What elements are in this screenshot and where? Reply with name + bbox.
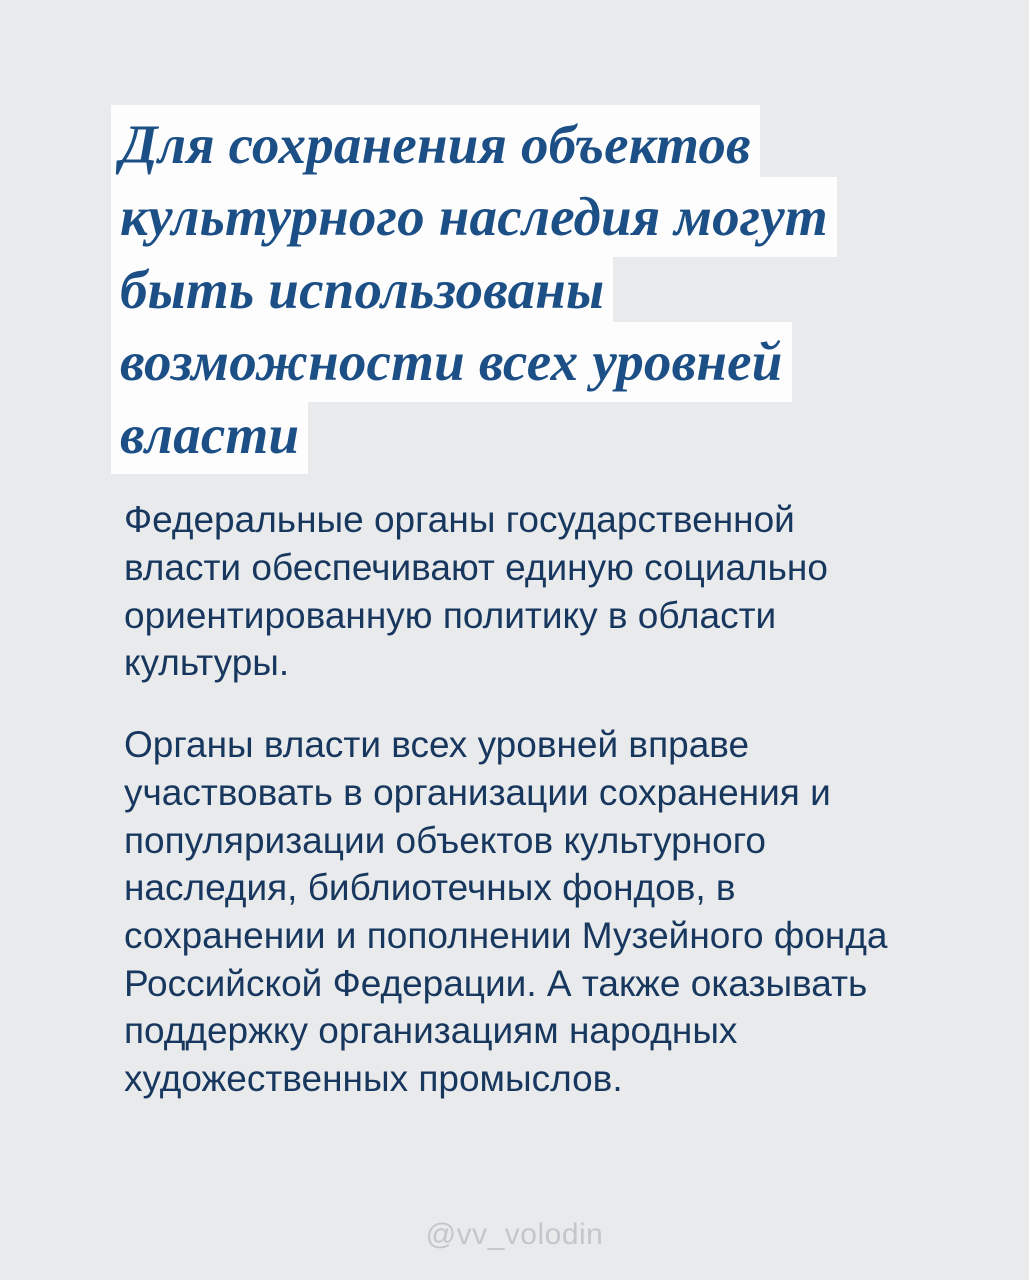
page-title-line-text: быть использованы xyxy=(118,257,606,322)
watermark-handle: @vv_volodin xyxy=(425,1218,604,1251)
page-title-line xyxy=(118,184,909,256)
page-title-line xyxy=(118,257,909,329)
page-title xyxy=(118,112,909,474)
page-title-line-text: Для сохранения объектов xyxy=(118,112,753,177)
page-title-line-text: возможности всех уровней xyxy=(118,329,785,394)
page-title-line xyxy=(118,112,909,184)
page-title-line-text: культурного наследия могут xyxy=(118,184,830,249)
body-paragraph-2: Органы власти всех уровней вправе участвовать в организации сохранения и популяризации объектов культурного наследия, библиотечных фондов, в сохранении и пополнении Музейного фонда Российской Федерации. А также оказывать поддержку организациям народных художественных промыслов. xyxy=(124,724,888,1100)
page-title-line xyxy=(118,402,909,474)
body-paragraph-1: Федеральные органы государственной власти обеспечивают единую социально ориентированную политику в области культуры. xyxy=(124,499,828,684)
page-title-line xyxy=(118,329,909,401)
page-title-line-text: власти xyxy=(118,402,301,467)
